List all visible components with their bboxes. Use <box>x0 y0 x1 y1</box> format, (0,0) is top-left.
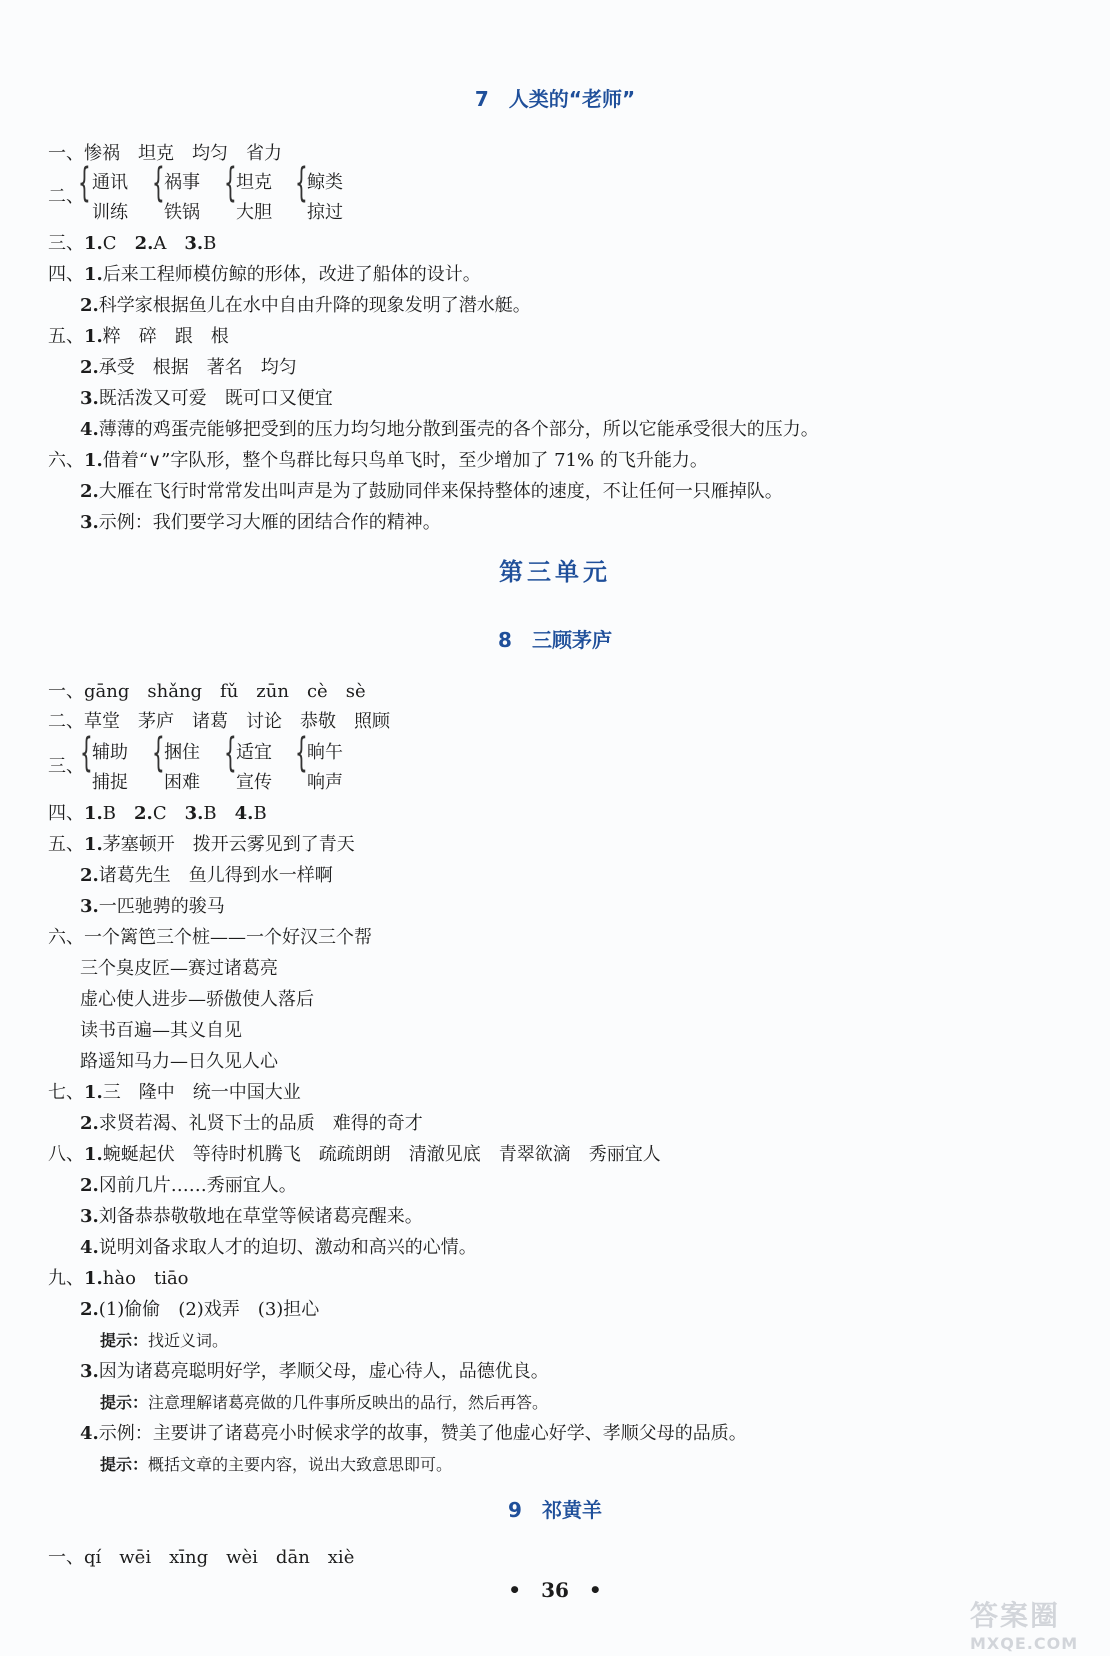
hint-line <box>100 1330 228 1352</box>
item-number: 3. <box>80 1206 99 1227</box>
hint-line <box>100 1392 548 1414</box>
pinyin-line: 一、gāng shǎng fǔ zūn cè sè <box>48 681 366 702</box>
word: 训练 <box>92 202 128 223</box>
answer-text: 承受 根据 著名 均匀 <box>98 357 297 378</box>
item-number: 1. <box>84 1268 103 1289</box>
answer-line: 二、草堂 茅庐 诸葛 讨论 恭敬 照顾 <box>48 711 390 732</box>
word: 鲸类 <box>307 172 343 193</box>
answer-line <box>80 357 297 379</box>
brace-icon: { <box>295 160 308 206</box>
answer-text: 三 隆中 统一中国大业 <box>102 1082 301 1103</box>
item-number: 1. <box>84 326 103 347</box>
answer-text: 因为诸葛亮聪明好学，孝顺父母，虚心待人，品德优良。 <box>98 1361 549 1382</box>
word: 适宜 <box>236 742 272 763</box>
answer-text: 后来工程师模仿鲸的形体，改进了船体的设计。 <box>102 264 481 285</box>
answer-text: hào tiāo <box>102 1268 189 1289</box>
answer-line <box>48 834 355 856</box>
word: 宣传 <box>236 772 272 793</box>
choice: C <box>152 803 167 824</box>
answer-line <box>48 1144 661 1166</box>
lesson-title: 7 人类的“老师” <box>474 87 636 111</box>
item-number: 1. <box>84 233 103 254</box>
hint-label: 提示： <box>100 1331 149 1350</box>
pinyin-line: 一、qí wēi xīng wèi dān xiè <box>48 1547 355 1568</box>
item-number: 4. <box>80 1237 99 1258</box>
item-number: 3. <box>80 388 99 409</box>
answer-line <box>80 1113 423 1135</box>
item-number: 4. <box>234 803 254 824</box>
answer-text: 薄薄的鸡蛋壳能够把受到的压力均匀地分散到蛋壳的各个部分，所以它能承受很大的压力。 <box>98 419 819 440</box>
answer-prefix: 八、 <box>48 1144 84 1165</box>
answer-text: 既活泼又可爱 既可口又便宜 <box>98 388 333 409</box>
answer-text: 一匹驰骋的骏马 <box>98 896 225 917</box>
answer-line <box>48 233 216 255</box>
item-number: 2. <box>80 357 99 378</box>
item-number: 3. <box>184 233 204 254</box>
item-number: 2. <box>80 481 99 502</box>
answer-prefix: 三、 <box>48 756 84 777</box>
item-number: 2. <box>80 1299 99 1320</box>
page-number: • 36 • <box>508 1578 602 1602</box>
item-number: 1. <box>84 450 103 471</box>
word: 晌午 <box>307 742 343 763</box>
answer-line <box>80 1237 477 1259</box>
choice: B <box>253 803 267 824</box>
item-number: 3. <box>184 803 204 824</box>
answer-text: 说明刘备求取人才的迫切、激动和高兴的心情。 <box>98 1237 477 1258</box>
item-number: 1. <box>84 264 103 285</box>
item-number: 1. <box>84 834 103 855</box>
choice: A <box>153 233 167 254</box>
answer-line <box>48 1268 189 1290</box>
item-number: 2. <box>134 233 154 254</box>
answer-text: 科学家根据鱼儿在水中自由升降的现象发明了潜水艇。 <box>98 295 531 316</box>
answer-line <box>48 264 481 286</box>
answer-text: 粹 碎 跟 根 <box>102 326 229 347</box>
answer-line <box>80 1423 747 1445</box>
answer-line <box>80 512 441 534</box>
item-number: 4. <box>80 1423 99 1444</box>
choice: B <box>203 233 217 254</box>
word: 响声 <box>307 772 343 793</box>
answer-line <box>80 295 531 317</box>
answer-text: 蜿蜒起伏 等待时机腾飞 疏疏朗朗 清澈见底 青翠欲滴 秀丽宜人 <box>102 1144 661 1165</box>
brace-icon: { <box>152 730 165 776</box>
choice: C <box>102 233 117 254</box>
answer-line <box>48 450 708 472</box>
word: 捕捉 <box>92 772 128 793</box>
answer-line: 读书百遍—其义自见 <box>80 1020 242 1041</box>
answer-line <box>80 388 333 410</box>
item-number: 1. <box>84 1082 103 1103</box>
brace-icon: { <box>78 160 91 206</box>
word: 掠过 <box>307 202 343 223</box>
answer-line: 三个臭皮匠—赛过诸葛亮 <box>80 958 278 979</box>
brace-icon: { <box>224 730 237 776</box>
answer-line <box>48 1082 301 1104</box>
word: 困难 <box>164 772 200 793</box>
answer-text: 刘备恭恭敬敬地在草堂等候诸葛亮醒来。 <box>98 1206 423 1227</box>
brace-icon: { <box>224 160 237 206</box>
unit-title: 第三单元 <box>499 557 611 586</box>
hint-text: 概括文章的主要内容，说出大致意思即可。 <box>148 1455 453 1474</box>
answer-line <box>80 896 225 918</box>
brace-icon: { <box>152 160 165 206</box>
word: 通讯 <box>92 172 128 193</box>
hint-label: 提示： <box>100 1455 149 1474</box>
answer-line <box>80 1206 423 1228</box>
item-number: 2. <box>80 1175 99 1196</box>
item-number: 2. <box>80 1113 99 1134</box>
brace-icon: { <box>295 730 308 776</box>
answer-prefix: 九、 <box>48 1268 84 1289</box>
item-number: 4. <box>80 419 99 440</box>
lesson-title: 9 祁黄羊 <box>508 1498 602 1522</box>
item-number: 1. <box>84 1144 103 1165</box>
hint-label: 提示： <box>100 1393 149 1412</box>
answer-line: 虚心使人进步—骄傲使人落后 <box>80 989 314 1010</box>
item-number: 2. <box>80 865 99 886</box>
answer-text: (1)偷偷 (2)戏弄 (3)担心 <box>98 1299 320 1320</box>
word: 铁锅 <box>164 202 200 223</box>
watermark-url: MXQE.COM <box>970 1634 1079 1653</box>
answer-prefix: 四、 <box>48 803 84 824</box>
answer-line <box>80 865 333 887</box>
brace-icon: { <box>80 730 93 776</box>
item-number: 3. <box>80 1361 99 1382</box>
hint-line <box>100 1454 452 1476</box>
answer-line <box>80 481 783 503</box>
word: 大胆 <box>236 202 272 223</box>
answer-line <box>48 803 267 825</box>
answer-text: 冈前几片……秀丽宜人。 <box>98 1175 297 1196</box>
answer-text: 示例：我们要学习大雁的团结合作的精神。 <box>98 512 441 533</box>
item-number: 1. <box>84 803 103 824</box>
watermark-logo <box>970 1594 1100 1653</box>
choice: B <box>102 803 117 824</box>
answer-prefix: 二、 <box>48 186 84 207</box>
word: 捆住 <box>164 742 200 763</box>
answer-text: 茅塞顿开 拨开云雾见到了青天 <box>102 834 355 855</box>
answer-line <box>48 326 229 348</box>
answer-line: 路遥知马力—日久见人心 <box>80 1051 278 1072</box>
word: 祸事 <box>164 172 200 193</box>
answer-line <box>80 419 819 441</box>
item-number: 3. <box>80 512 99 533</box>
answer-text: 诸葛先生 鱼儿得到水一样啊 <box>98 865 333 886</box>
answer-line <box>80 1299 319 1321</box>
answer-prefix: 三、 <box>48 233 84 254</box>
answer-text: 大雁在飞行时常常发出叫声是为了鼓励同伴来保持整体的速度，不让任何一只雁掉队。 <box>98 481 783 502</box>
answer-line <box>80 1175 297 1197</box>
item-number: 3. <box>80 896 99 917</box>
answer-prefix: 六、 <box>48 927 84 948</box>
answer-line <box>48 927 372 949</box>
hint-text: 注意理解诸葛亮做的几件事所反映出的品行，然后再答。 <box>148 1393 549 1412</box>
item-number: 2. <box>134 803 153 824</box>
answer-prefix: 四、 <box>48 264 84 285</box>
watermark-text: 答案圈 <box>970 1599 1061 1632</box>
answer-prefix: 五、 <box>48 834 84 855</box>
answer-prefix: 六、 <box>48 450 84 471</box>
word: 辅助 <box>92 742 128 763</box>
answer-text: 借着“∨”字队形，整个鸟群比每只鸟单飞时，至少增加了 71% 的飞升能力。 <box>102 450 708 471</box>
answer-line: 一、惨祸 坦克 均匀 省力 <box>48 143 282 164</box>
lesson-title: 8 三顾茅庐 <box>498 628 612 652</box>
answer-prefix: 七、 <box>48 1082 84 1103</box>
word: 坦克 <box>236 172 272 193</box>
answer-text: 示例：主要讲了诸葛亮小时候求学的故事，赞美了他虚心好学、孝顺父母的品质。 <box>98 1423 747 1444</box>
choice: B <box>203 803 217 824</box>
answer-text: 求贤若渴、礼贤下士的品质 难得的奇才 <box>98 1113 423 1134</box>
hint-text: 找近义词。 <box>148 1331 229 1350</box>
answer-prefix: 五、 <box>48 326 84 347</box>
answer-line <box>80 1361 549 1383</box>
item-number: 2. <box>80 295 99 316</box>
answer-text: 一个篱笆三个桩——一个好汉三个帮 <box>84 927 372 948</box>
